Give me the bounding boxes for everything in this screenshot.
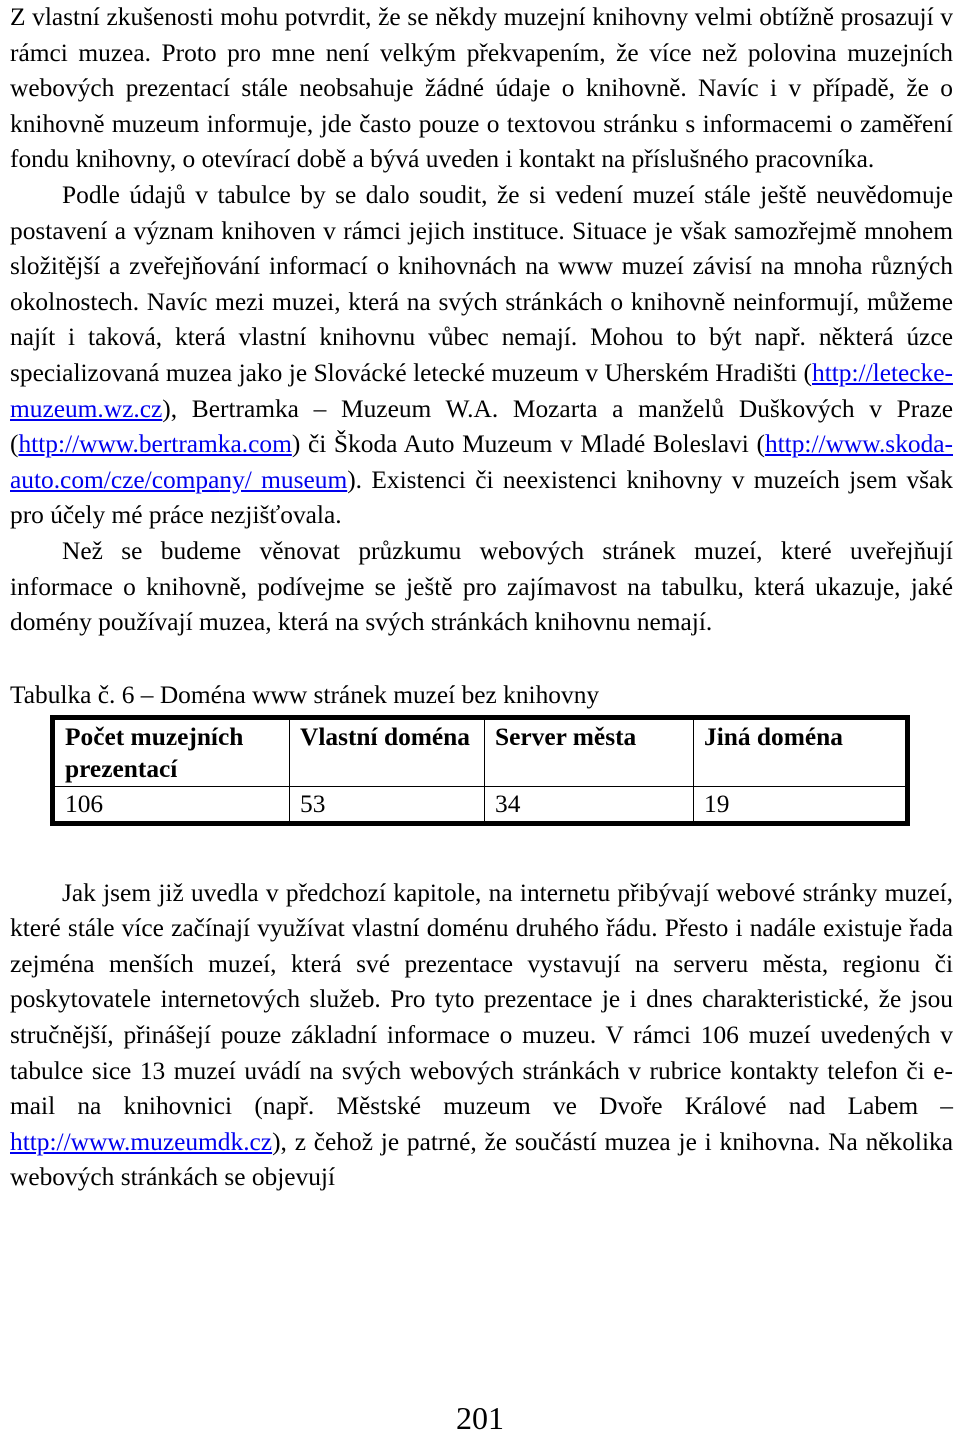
paragraph-4-text-a: Jak jsem již uvedla v předchozí kapitole, na internetu přibývají webové stránky muzeí, které stále více začínají využívat vlastní doménu druhého řádu. Přesto i nadále existuje řada zejména menších muzeí, která své prezentace vystavují na serveru města, regionu či poskytovatele internetových služeb. Pro tyto prezentace je i dnes charakteristické, že jsou stručnější, přinášejí pouze základní informace o muzeu. V rámci 106 muzeí uvedených v tabulce sice 13 muzeí uvádí na svých webových stránkách v rubrice kontakty telefon či e-mail na knihovnici (např. Městské muzeum ve Dvoře Králové nad Labem –	[10, 878, 953, 1121]
link-muzeumdk[interactable]: http://www.muzeumdk.cz	[10, 1127, 273, 1156]
paragraph-4-text-b: ), z čehož je patrné, že součástí muzea je i knihovna. Na několika webových stránkách se objevují	[10, 1127, 953, 1192]
table-header-cell: Jiná doména	[694, 717, 908, 786]
document-page	[10, 0, 953, 1196]
spacer	[10, 826, 953, 876]
table-cell: 53	[290, 786, 485, 823]
page-number: 201	[456, 1400, 504, 1436]
table-header-cell: Počet muzejních prezentací	[53, 717, 290, 786]
link-letecke-muzeum[interactable]: http://letecke-muzeum.wz.cz	[10, 358, 953, 423]
paragraph-2-text-b: ), Bertramka – Muzeum W.A. Mozarta a manželů Duškových v Praze (	[10, 394, 953, 459]
paragraph-2-text-c: ) či Škoda Auto Muzeum v Mladé Boleslavi (	[291, 430, 765, 459]
table-row	[53, 786, 908, 823]
table-header-cell: Server města	[485, 717, 694, 786]
link-skoda-auto-part-2: ny/ museum	[219, 465, 348, 494]
spacer	[10, 641, 953, 677]
table-header-row	[53, 717, 908, 786]
table-cell: 34	[485, 786, 694, 823]
link-skoda-auto-part-1: http://www.skoda-auto.com/cze/compa	[10, 430, 953, 494]
paragraph-3: Než se budeme věnovat průzkumu webových stránek muzeí, které uveřejňují informace o knihovně, podívejme se ještě pro zajímavost na tabulku, která ukazuje, jaké domény používají muzea, která na svých stránkách knihovnu nemají.	[10, 536, 953, 637]
paragraph-1: Z vlastní zkušenosti mohu potvrdit, že se někdy muzejní knihovny velmi obtížně prosazují v rámci muzea. Proto pro mne není velkým překvapením, že více než polovina muzejních webových prezentací stále neobsahuje žádné údaje o knihovně. Navíc i v případě, že o knihovně muzeum informuje, jde často pouze o textovou stránku s informacemi o zaměření fondu knihovny, o otevírací době a bývá uveden i kontakt na příslušného pracovníka.	[10, 3, 953, 174]
paragraph-2-text-d: ). Existenci či neexistenci knihovny v muzeích jsem však pro účely mé práce nezjišťovala.	[10, 465, 953, 530]
paragraph-2-text-a: Podle údajů v tabulce by se dalo soudit, že si vedení muzeí stále ještě neuvědomuje postavení a význam knihoven v rámci jejich instituce. Situace je však samozřejmě mnohem složitější a zveřejňování informací o knihovnách na www muzeí závisí na mnoha různých okolnostech. Navíc mezi muzei, která na svých stránkách o knihovně neinformují, můžeme najít i taková, která vlastní knihovnu vůbec nemají. Mohou to být např. některá úzce specializovaná muzea jako je Slovácké letecké muzeum v Uherském Hradišti (	[10, 180, 953, 387]
paragraph-2	[10, 178, 953, 534]
table-caption: Tabulka č. 6 – Doména www stránek muzeí bez knihovny	[10, 680, 600, 709]
table-cell: 106	[53, 786, 290, 823]
domain-table	[50, 715, 910, 826]
table-header-cell: Vlastní doména	[290, 717, 485, 786]
table-cell: 19	[694, 786, 908, 823]
paragraph-4	[10, 876, 953, 1196]
link-bertramka[interactable]: http://www.bertramka.com	[18, 430, 292, 459]
